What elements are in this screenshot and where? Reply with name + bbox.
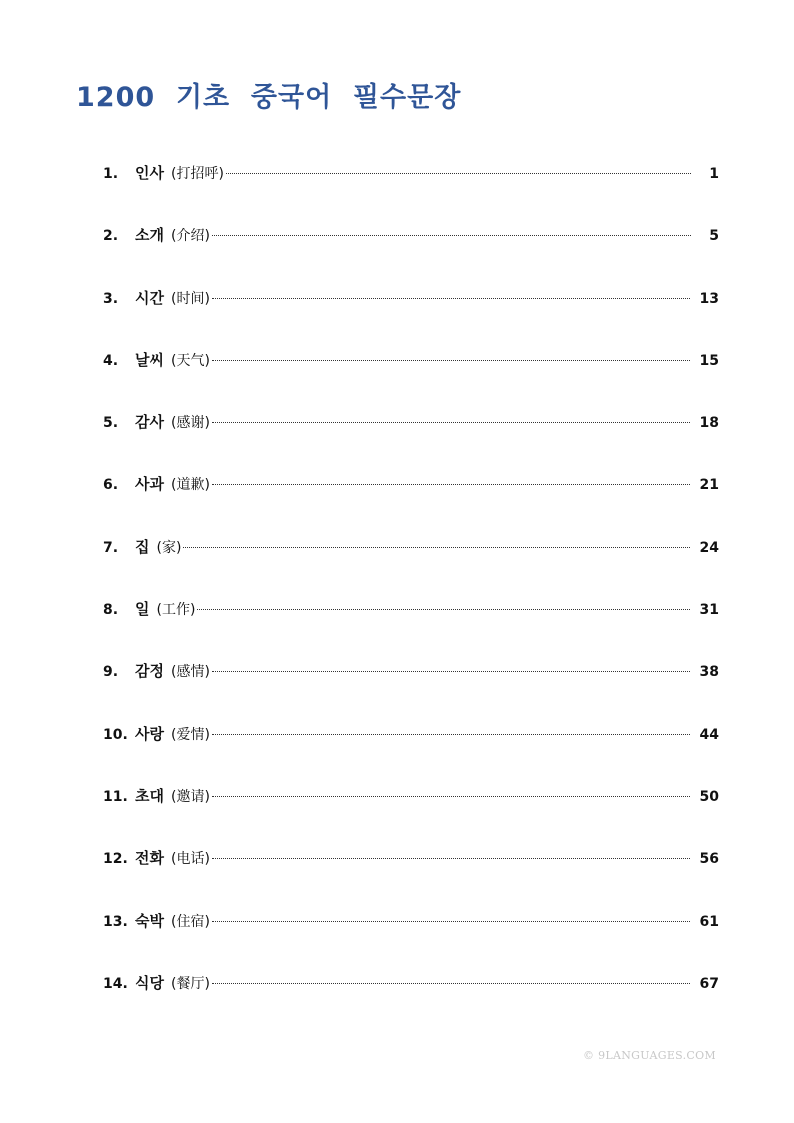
- toc-entry-6[interactable]: [103, 471, 719, 533]
- toc-entry-chinese: (道歉): [170, 477, 210, 494]
- toc-entry-page: 24: [699, 539, 719, 556]
- toc-entry-number: 12.: [103, 851, 128, 868]
- toc-entry-number: 4.: [103, 352, 119, 369]
- toc-entry-number: 14.: [103, 975, 128, 992]
- toc-entry-page: 38: [699, 664, 719, 681]
- toc-dot-leader: [212, 796, 690, 797]
- toc-dot-leader: [212, 671, 690, 672]
- toc-entry-5[interactable]: [103, 409, 719, 471]
- toc-entry-number: 3.: [103, 290, 119, 307]
- toc-entry-8[interactable]: [103, 596, 719, 658]
- toc-dot-leader: [183, 547, 689, 548]
- toc-entry-page: 15: [699, 352, 719, 369]
- toc-entry-page: 44: [699, 726, 719, 743]
- toc-entry-page: 18: [699, 415, 719, 432]
- table-of-contents: [103, 160, 719, 1032]
- toc-entry-chinese: (家): [156, 539, 182, 556]
- toc-entry-korean: 초대: [135, 786, 164, 805]
- toc-entry-number: 10.: [103, 726, 128, 743]
- toc-dot-leader: [212, 298, 690, 299]
- toc-dot-leader: [212, 734, 690, 735]
- toc-entry-number: 1.: [103, 166, 119, 182]
- toc-dot-leader: [212, 983, 690, 984]
- toc-entry-page: 1: [709, 166, 719, 182]
- toc-entry-9[interactable]: [103, 658, 719, 720]
- toc-entry-korean: 인사: [135, 164, 164, 182]
- toc-entry-number: 8.: [103, 602, 119, 619]
- toc-entry-number: 9.: [103, 664, 119, 681]
- toc-entry-chinese: (时间): [170, 290, 210, 307]
- toc-entry-2[interactable]: [103, 222, 719, 284]
- toc-entry-page: 21: [699, 477, 719, 494]
- toc-entry-chinese: (工作): [156, 602, 196, 619]
- toc-entry-chinese: (住宿): [170, 913, 210, 930]
- toc-dot-leader: [212, 422, 690, 423]
- toc-entry-page: 67: [699, 975, 719, 992]
- toc-entry-korean: 집: [135, 537, 150, 556]
- toc-entry-12[interactable]: [103, 845, 719, 907]
- toc-entry-chinese: (感情): [170, 664, 210, 681]
- toc-entry-number: 2.: [103, 228, 119, 245]
- toc-entry-page: 61: [699, 913, 719, 930]
- toc-entry-10[interactable]: [103, 721, 719, 783]
- toc-entry-korean: 날씨: [135, 350, 164, 369]
- toc-entry-3[interactable]: [103, 285, 719, 347]
- toc-entry-korean: 일: [135, 600, 150, 619]
- toc-entry-page: 56: [699, 851, 719, 868]
- toc-entry-korean: 숙박: [135, 911, 164, 930]
- toc-entry-13[interactable]: [103, 908, 719, 970]
- toc-entry-chinese: (介绍): [170, 228, 210, 245]
- toc-entry-page: 31: [699, 602, 719, 619]
- toc-entry-page: 13: [699, 290, 719, 307]
- toc-entry-number: 13.: [103, 913, 128, 930]
- toc-entry-korean: 감사: [135, 413, 164, 432]
- toc-dot-leader: [212, 484, 690, 485]
- toc-entry-korean: 감정: [135, 662, 164, 681]
- toc-entry-korean: 식당: [135, 973, 164, 992]
- toc-dot-leader: [212, 235, 691, 236]
- toc-entry-number: 6.: [103, 477, 119, 494]
- toc-dot-leader: [212, 360, 690, 361]
- toc-entry-page: 50: [699, 788, 719, 805]
- toc-entry-14[interactable]: [103, 970, 719, 1032]
- copyright-watermark: © 9LANGUAGES.COM: [583, 1049, 716, 1062]
- toc-entry-korean: 전화: [135, 849, 164, 868]
- toc-entry-page: 5: [709, 228, 719, 245]
- toc-dot-leader: [212, 858, 690, 859]
- toc-dot-leader: [226, 173, 691, 174]
- toc-entry-korean: 사랑: [135, 724, 164, 743]
- toc-entry-chinese: (邀请): [170, 788, 210, 805]
- toc-entry-chinese: (电话): [170, 851, 210, 868]
- toc-entry-number: 7.: [103, 539, 119, 556]
- toc-entry-11[interactable]: [103, 783, 719, 845]
- toc-entry-7[interactable]: [103, 534, 719, 596]
- toc-entry-korean: 사과: [135, 475, 164, 494]
- toc-entry-chinese: (感谢): [170, 415, 210, 432]
- document-title: 1200 기초 중국어 필수문장: [76, 82, 462, 113]
- toc-dot-leader: [197, 609, 689, 610]
- toc-entry-korean: 시간: [135, 288, 164, 307]
- toc-entry-4[interactable]: [103, 347, 719, 409]
- toc-entry-chinese: (爱情): [170, 726, 210, 743]
- toc-entry-korean: 소개: [135, 226, 164, 245]
- toc-entry-number: 11.: [103, 788, 128, 805]
- toc-entry-chinese: (天气): [170, 352, 210, 369]
- toc-entry-chinese: (餐厅): [170, 975, 210, 992]
- toc-entry-1[interactable]: [103, 160, 719, 222]
- toc-entry-number: 5.: [103, 415, 119, 432]
- toc-dot-leader: [212, 921, 690, 922]
- toc-entry-chinese: (打招呼): [170, 166, 224, 182]
